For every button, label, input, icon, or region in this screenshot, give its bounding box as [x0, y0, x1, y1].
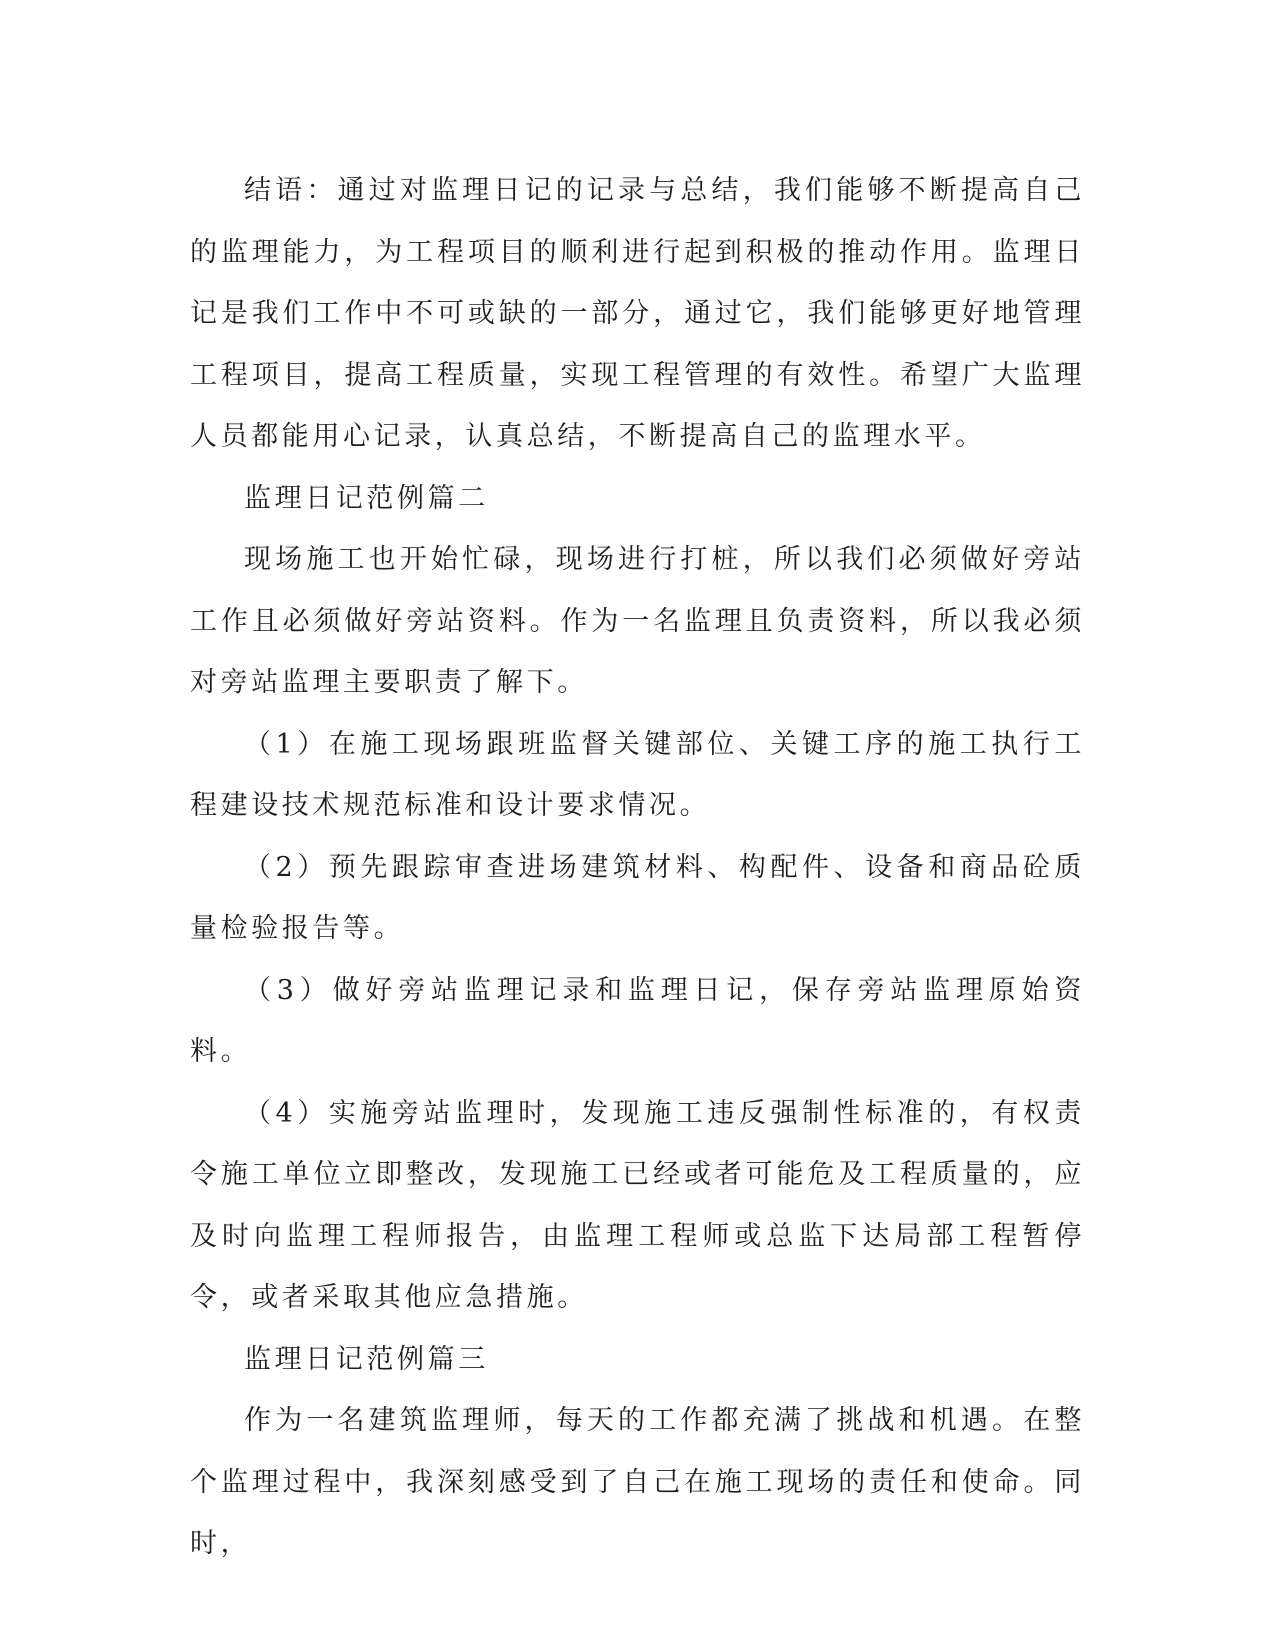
paragraph-site-construction: 现场施工也开始忙碌，现场进行打桩，所以我们必须做好旁站工作且必须做好旁站资料。作为一名监理且负责资料，所以我必须对旁站监理主要职责了解下。: [190, 544, 1085, 698]
list-item-duty-4: （4）实施旁站监理时，发现施工违反强制性标准的，有权责令施工单位立即整改，发现施工已经或者可能危及工程质量的，应及时向监理工程师报告，由监理工程师或总监下达局部工程暂停令，或者采取其他应急措施。: [190, 1097, 1085, 1313]
list-item-duty-1: （1）在施工现场跟班监督关键部位、关键工序的施工执行工程建设技术规范标准和设计要求情况。: [190, 728, 1085, 821]
section-heading-part-three: 监理日记范例篇三: [244, 1343, 489, 1375]
section-heading-part-two: 监理日记范例篇二: [244, 482, 489, 514]
paragraph-conclusion: 结语：通过对监理日记的记录与总结，我们能够不断提高自己的监理能力，为工程项目的顺利进行起到积极的推动作用。监理日记是我们工作中不可或缺的一部分，通过它，我们能够更好地管理工程项目，提高工程质量，实现工程管理的有效性。希望广大监理人员都能用心记录，认真总结，不断提高自己的监理水平。: [190, 175, 1085, 452]
document-body: [190, 160, 1085, 1575]
paragraph-supervisor-intro: 作为一名建筑监理师，每天的工作都充满了挑战和机遇。在整个监理过程中，我深刻感受到了自己在施工现场的责任和使命。同时，: [190, 1405, 1085, 1559]
list-item-duty-3: （3）做好旁站监理记录和监理日记，保存旁站监理原始资料。: [190, 974, 1085, 1067]
list-item-duty-2: （2）预先跟踪审查进场建筑材料、构配件、设备和商品砼质量检验报告等。: [190, 851, 1085, 944]
